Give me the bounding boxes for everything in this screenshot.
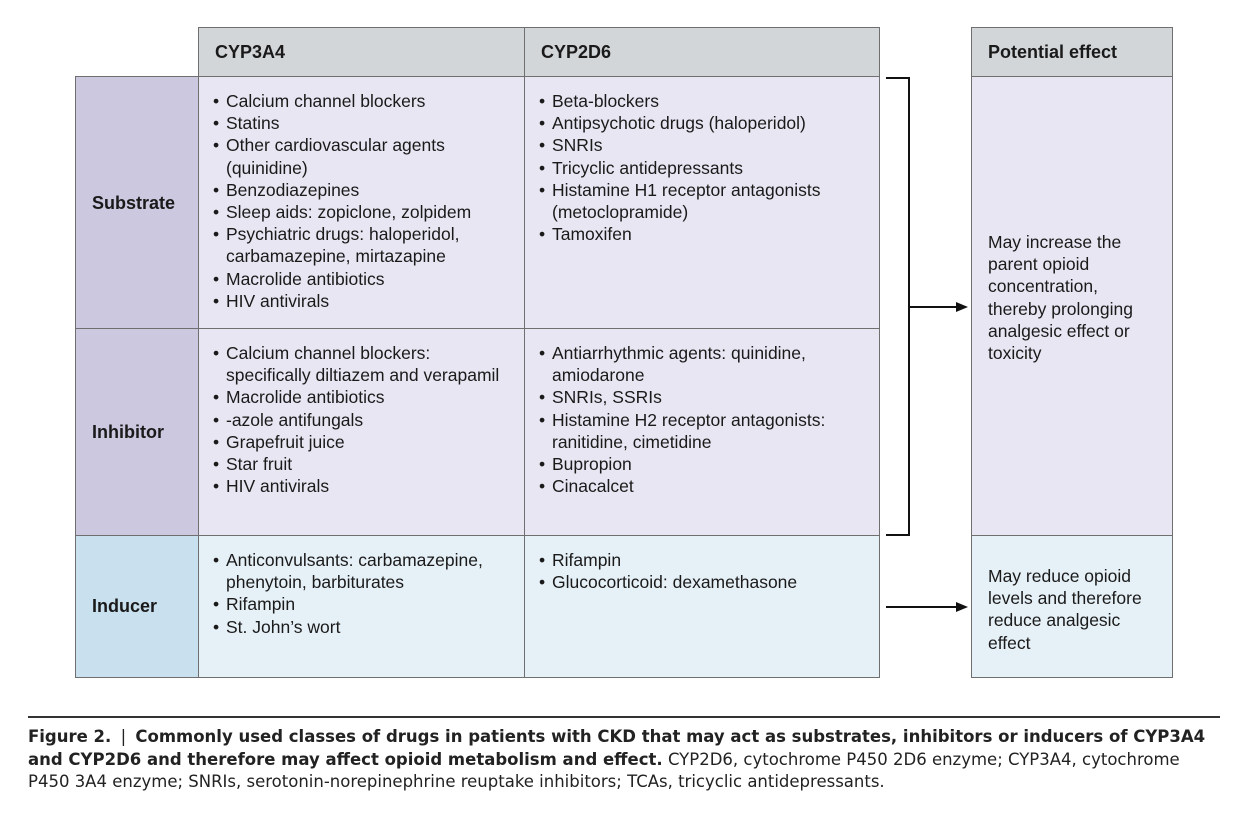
effect-box-reduce bbox=[971, 535, 1173, 678]
list-item: • Anticonvulsants: carbamazepine, phenytoin, barbiturates bbox=[213, 549, 515, 593]
header-potential-effect: Potential effect bbox=[971, 27, 1173, 78]
effect-box-increase bbox=[971, 76, 1173, 537]
effect-increase-text: May increase the parent opioid concentration, thereby prolonging analgesic effect or toxicity bbox=[988, 232, 1133, 364]
list-item: • Antiarrhythmic agents: quinidine, amiodarone bbox=[539, 342, 869, 386]
list-item: • Macrolide antibiotics bbox=[213, 386, 515, 408]
list-item: • Cinacalcet bbox=[539, 475, 869, 497]
cell-inhibitor-cyp3a4 bbox=[198, 328, 526, 537]
figure-caption bbox=[28, 726, 1220, 794]
list-item: • Beta-blockers bbox=[539, 90, 869, 112]
list-item: • Star fruit bbox=[213, 453, 515, 475]
cell-inducer-cyp2d6 bbox=[524, 535, 880, 678]
list-item: • Histamine H2 receptor antagonists: ranitidine, cimetidine bbox=[539, 409, 869, 453]
caption-title: Commonly used classes of drugs in patients with CKD that may act as substrates, inhibitors or inducers of CYP3A4 and CYP2D6 and therefore may affect opioid metabolism and effect. bbox=[28, 727, 1206, 769]
caption-rule bbox=[28, 716, 1220, 718]
caption-label: Figure 2. bbox=[28, 727, 112, 746]
header-cyp3a4: CYP3A4 bbox=[198, 27, 526, 78]
list-item: • HIV antivirals bbox=[213, 475, 515, 497]
list-item: • Statins bbox=[213, 112, 515, 134]
header-cyp2d6: CYP2D6 bbox=[524, 27, 880, 78]
list-item: • Benzodiazepines bbox=[213, 179, 515, 201]
caption-text: CYP2D6, cytochrome P450 2D6 enzyme; CYP3A4, cytochrome P450 3A4 enzyme; SNRIs, serotonin-norepinephrine reuptake inhibitors; TCAs, tricyclic antidepressants. bbox=[28, 749, 1180, 791]
list-item: • Calcium channel blockers: specifically diltiazem and verapamil bbox=[213, 342, 515, 386]
list-inducer-cyp2d6 bbox=[525, 536, 879, 593]
list-substrate-cyp2d6 bbox=[525, 77, 879, 245]
cell-inhibitor-cyp2d6 bbox=[524, 328, 880, 537]
list-item: • Histamine H1 receptor antagonists (metoclopramide) bbox=[539, 179, 869, 223]
list-item: • -azole antifungals bbox=[213, 409, 515, 431]
list-item: • Sleep aids: zopiclone, zolpidem bbox=[213, 201, 515, 223]
list-inhibitor-cyp3a4 bbox=[199, 329, 525, 497]
list-item: • Calcium channel blockers bbox=[213, 90, 515, 112]
list-item: • Grapefruit juice bbox=[213, 431, 515, 453]
cell-substrate-cyp3a4 bbox=[198, 76, 526, 330]
list-item: • Psychiatric drugs: haloperidol, carbamazepine, mirtazapine bbox=[213, 223, 515, 267]
list-item: • Tricyclic antidepressants bbox=[539, 157, 869, 179]
list-item: • Rifampin bbox=[539, 549, 869, 571]
list-item: • Rifampin bbox=[213, 593, 515, 615]
list-inducer-cyp3a4 bbox=[199, 536, 525, 638]
list-item: • HIV antivirals bbox=[213, 290, 515, 312]
arrow-reduce-head bbox=[956, 602, 968, 612]
list-item: • St. John’s wort bbox=[213, 616, 515, 638]
row-label-inhibitor: Inhibitor bbox=[75, 328, 200, 537]
list-item: • SNRIs, SSRIs bbox=[539, 386, 869, 408]
list-substrate-cyp3a4 bbox=[199, 77, 525, 312]
cell-substrate-cyp2d6 bbox=[524, 76, 880, 330]
list-item: • SNRIs bbox=[539, 134, 869, 156]
list-item: • Antipsychotic drugs (haloperidol) bbox=[539, 112, 869, 134]
list-item: • Macrolide antibiotics bbox=[213, 268, 515, 290]
list-inhibitor-cyp2d6 bbox=[525, 329, 879, 497]
row-label-substrate: Substrate bbox=[75, 76, 200, 330]
row-label-inducer: Inducer bbox=[75, 535, 200, 678]
list-item: • Bupropion bbox=[539, 453, 869, 475]
arrow-increase-head bbox=[956, 302, 968, 312]
caption-separator: | bbox=[120, 727, 127, 746]
list-item: • Tamoxifen bbox=[539, 223, 869, 245]
effect-reduce-text: May reduce opioid levels and therefore reduce analgesic effect bbox=[988, 566, 1142, 653]
cell-inducer-cyp3a4 bbox=[198, 535, 526, 678]
list-item: • Glucocorticoid: dexamethasone bbox=[539, 571, 869, 593]
bracket bbox=[886, 78, 909, 535]
list-item: • Other cardiovascular agents (quinidine) bbox=[213, 134, 515, 178]
